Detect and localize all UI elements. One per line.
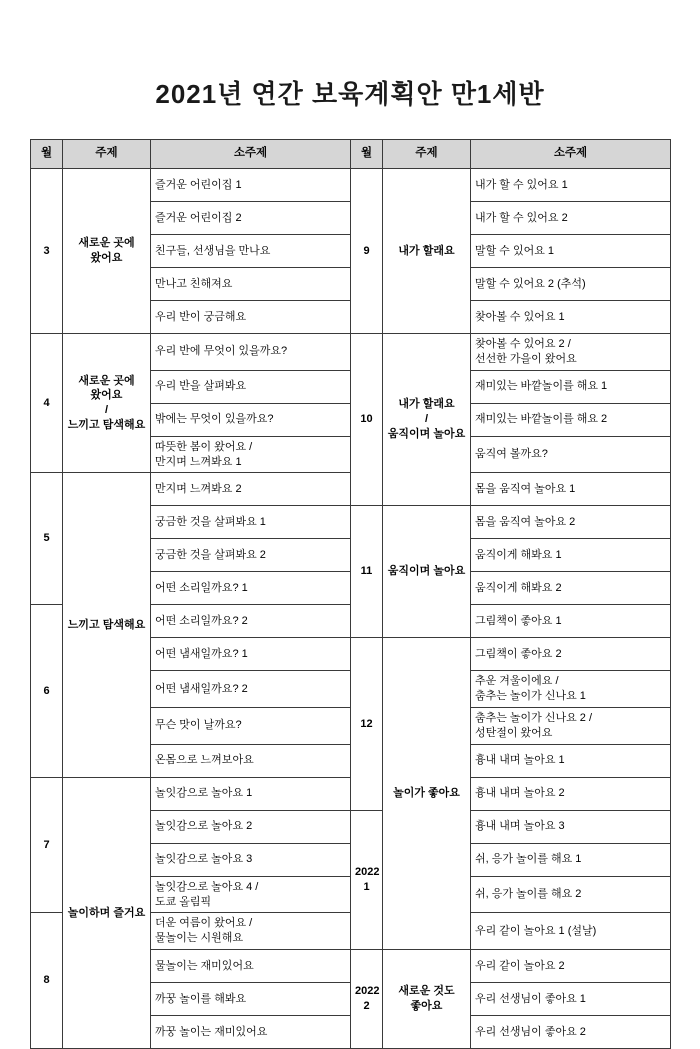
subtopic-cell-left: 우리 반을 살펴봐요 [151,370,351,403]
theme-cell-right: 놀이가 좋아요 [383,638,471,950]
subtopic-cell-left: 더운 여름이 왔어요 / 물놀이는 시원해요 [151,913,351,950]
column-header-theme-left: 주제 [63,140,151,169]
subtopic-cell-left: 까꿍 놀이는 재미있어요 [151,1016,351,1049]
theme-cell-right: 내가 할래요 / 움직이며 놀아요 [383,334,471,506]
month-cell-left: 6 [31,605,63,777]
theme-cell-right: 움직이며 놀아요 [383,506,471,638]
subtopic-cell-right: 흉내 내며 놀아요 1 [471,744,671,777]
subtopic-cell-right: 추운 겨울이에요 / 춤추는 놀이가 신나요 1 [471,671,671,708]
subtopic-cell-left: 어떤 소리일까요? 2 [151,605,351,638]
column-header-subtopic-right: 소주제 [471,140,671,169]
subtopic-cell-right: 움직이게 해봐요 1 [471,539,671,572]
subtopic-cell-right: 우리 같이 놀아요 2 [471,950,671,983]
subtopic-cell-left: 놀잇감으로 놀아요 4 / 도쿄 올림픽 [151,876,351,913]
theme-cell-left: 새로운 곳에 왔어요 [63,169,151,334]
theme-cell-left: 놀이하며 즐거요 [63,777,151,1048]
subtopic-cell-right: 우리 같이 놀아요 1 (설날) [471,913,671,950]
subtopic-cell-left: 우리 반이 궁금해요 [151,301,351,334]
subtopic-cell-right: 쉬, 응가 놀이를 해요 2 [471,876,671,913]
column-header-month-left: 월 [31,140,63,169]
month-cell-left: 7 [31,777,63,913]
subtopic-cell-right: 내가 할 수 있어요 1 [471,169,671,202]
subtopic-cell-left: 어떤 소리일까요? 1 [151,572,351,605]
subtopic-cell-left: 따뜻한 봄이 왔어요 / 만지며 느껴봐요 1 [151,436,351,473]
month-cell-right: 12 [351,638,383,810]
theme-cell-right: 내가 할래요 [383,169,471,334]
subtopic-cell-left: 어떤 냄새일까요? 2 [151,671,351,708]
page-title: 2021년 연간 보육계획안 만1세반 [155,79,545,109]
subtopic-cell-right: 우리 선생님이 좋아요 1 [471,983,671,1016]
subtopic-cell-left: 온몸으로 느껴보아요 [151,744,351,777]
table-header [31,140,671,169]
subtopic-cell-right: 그림책이 좋아요 1 [471,605,671,638]
subtopic-cell-right: 말할 수 있어요 2 (추석) [471,268,671,301]
subtopic-cell-right: 움직여 볼까요? [471,436,671,473]
subtopic-cell-left: 무슨 맛이 날까요? [151,708,351,745]
column-header-theme-right: 주제 [383,140,471,169]
subtopic-cell-left: 우리 반에 무엇이 있을까요? [151,334,351,371]
month-cell-left: 8 [31,913,63,1049]
table-header-row [31,140,671,169]
month-cell-right: 2022 1 [351,810,383,949]
subtopic-cell-left: 친구들, 선생님을 만나요 [151,235,351,268]
annual-plan-table [30,139,671,1049]
subtopic-cell-left: 물놀이는 재미있어요 [151,950,351,983]
subtopic-cell-right: 쉬, 응가 놀이를 해요 1 [471,843,671,876]
theme-cell-left: 느끼고 탐색해요 [63,473,151,777]
column-header-subtopic-left: 소주제 [151,140,351,169]
subtopic-cell-right: 춤추는 놀이가 신나요 2 / 성탄절이 왔어요 [471,708,671,745]
month-cell-left: 3 [31,169,63,334]
subtopic-cell-left: 밖에는 무엇이 있을까요? [151,403,351,436]
subtopic-cell-right: 재미있는 바깥놀이를 해요 2 [471,403,671,436]
subtopic-cell-left: 궁금한 것을 살펴봐요 1 [151,506,351,539]
subtopic-cell-left: 놀잇감으로 놀아요 1 [151,777,351,810]
subtopic-cell-left: 궁금한 것을 살펴봐요 2 [151,539,351,572]
subtopic-cell-left: 즐거운 어린이집 1 [151,169,351,202]
month-cell-left: 5 [31,473,63,605]
table-row [31,334,671,371]
subtopic-cell-left: 까꿍 놀이를 해봐요 [151,983,351,1016]
subtopic-cell-right: 찾아볼 수 있어요 2 / 선선한 가을이 왔어요 [471,334,671,371]
month-cell-right: 9 [351,169,383,334]
subtopic-cell-right: 움직이게 해봐요 2 [471,572,671,605]
subtopic-cell-right: 우리 선생님이 좋아요 2 [471,1016,671,1049]
table-body [31,169,671,1049]
subtopic-cell-right: 말할 수 있어요 1 [471,235,671,268]
month-cell-right: 2022 2 [351,950,383,1049]
subtopic-cell-right: 그림책이 좋아요 2 [471,638,671,671]
theme-cell-right: 새로운 것도 좋아요 [383,950,471,1049]
month-cell-right: 11 [351,506,383,638]
subtopic-cell-left: 만나고 친해져요 [151,268,351,301]
subtopic-cell-right: 재미있는 바깥놀이를 해요 1 [471,370,671,403]
column-header-month-right: 월 [351,140,383,169]
table-row [31,169,671,202]
subtopic-cell-right: 흉내 내며 놀아요 2 [471,777,671,810]
subtopic-cell-right: 찾아볼 수 있어요 1 [471,301,671,334]
theme-cell-left: 새로운 곳에 왔어요 / 느끼고 탐색해요 [63,334,151,473]
subtopic-cell-left: 놀잇감으로 놀아요 3 [151,843,351,876]
subtopic-cell-left: 놀잇감으로 놀아요 2 [151,810,351,843]
month-cell-right: 10 [351,334,383,506]
subtopic-cell-left: 만지며 느껴봐요 2 [151,473,351,506]
subtopic-cell-left: 어떤 냄새일까요? 1 [151,638,351,671]
subtopic-cell-right: 몸을 움직여 놀아요 1 [471,473,671,506]
subtopic-cell-right: 흉내 내며 놀아요 3 [471,810,671,843]
month-cell-left: 4 [31,334,63,473]
subtopic-cell-right: 내가 할 수 있어요 2 [471,202,671,235]
subtopic-cell-left: 즐거운 어린이집 2 [151,202,351,235]
subtopic-cell-right: 몸을 움직여 놀아요 2 [471,506,671,539]
